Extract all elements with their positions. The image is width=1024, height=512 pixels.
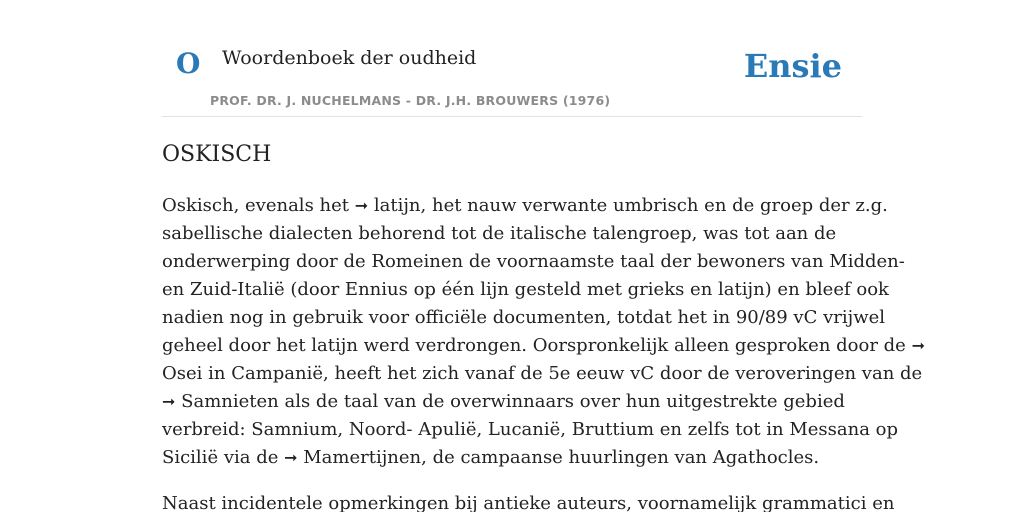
text-line: Sicilië via de ➞ Mamertijnen, de campaanse huurlingen van Agathocles.: [162, 447, 820, 468]
entry-paragraph-2: Naast incidentele opmerkingen bij antieke auteurs, voornamelijk grammatici en: [162, 493, 895, 512]
book-authors: PROF. DR. J. NUCHELMANS - DR. J.H. BROUWERS (1976): [210, 93, 611, 108]
arrow-right-icon[interactable]: ➞: [911, 336, 925, 355]
link-samnieten[interactable]: ➞ Samnieten: [162, 391, 279, 412]
book-title[interactable]: Woordenboek der oudheid: [222, 47, 477, 69]
arrow-right-icon: ➞: [162, 392, 176, 411]
arrow-right-icon: ➞: [354, 196, 369, 215]
index-letter[interactable]: O: [176, 47, 201, 80]
link-osei[interactable]: Osei: [162, 363, 203, 384]
text-line: verbreid: Samnium, Noord- Apulië, Lucanië, Bruttium en zelfs tot in Messana op: [162, 419, 899, 440]
entry-title: OSKISCH: [162, 142, 272, 167]
entry-paragraph-1: [162, 192, 925, 472]
link-mamertijnen[interactable]: ➞ Mamertijnen: [284, 447, 422, 468]
arrow-right-icon: ➞: [284, 448, 298, 467]
text-line: nadien nog in gebruik voor officiële documenten, totdat het in 90/89 vC vrijwel: [162, 307, 886, 328]
text-line: ➞ Samnieten als de taal van de overwinnaars over hun uitgestrekte gebied: [162, 391, 845, 412]
ensie-logo[interactable]: Ensie: [743, 47, 842, 85]
text-line: sabellische dialecten behorend tot de italische talengroep, was tot aan de: [162, 223, 837, 244]
text-line: en Zuid-Italië (door Ennius op één lijn gesteld met grieks en latijn) en bleef ook: [162, 279, 889, 300]
text-line: onderwerping door de Romeinen de voornaamste taal der bewoners van Midden-: [162, 251, 905, 272]
text-line: Oskisch, evenals het ➞ latijn, het nauw verwante umbrisch en de groep der z.g.: [162, 195, 888, 216]
link-latijn[interactable]: ➞ latijn: [354, 195, 421, 216]
header: [162, 0, 862, 117]
text-line: geheel door het latijn werd verdrongen. Oorspronkelijk alleen gesproken door de ➞: [162, 335, 925, 356]
text-line: Osei in Campanië, heeft het zich vanaf de 5e eeuw vC door de veroveringen van de: [162, 363, 923, 384]
